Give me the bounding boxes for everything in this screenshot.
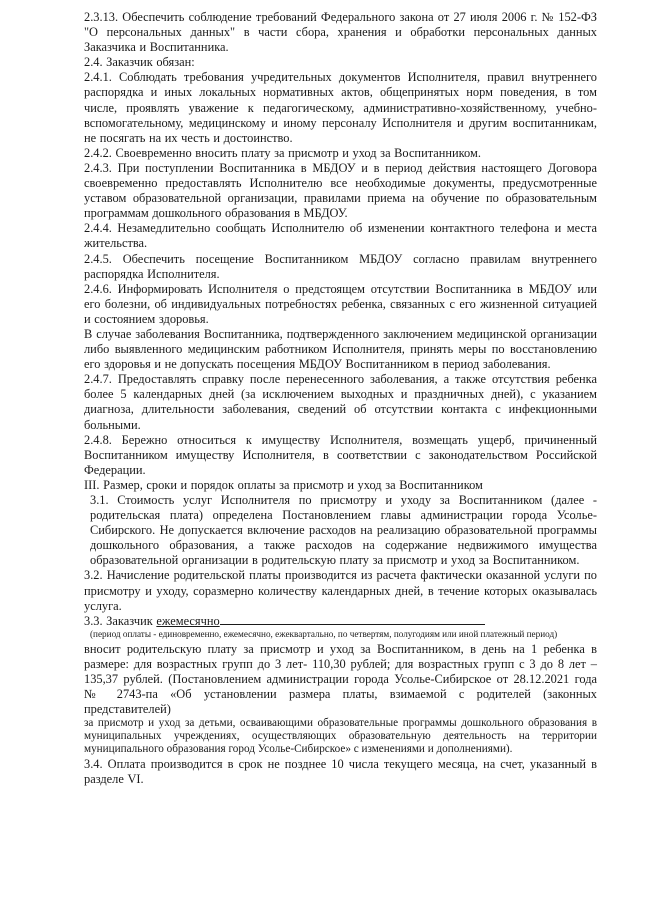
clause-2-3-13: 2.3.13. Обеспечить соблюдение требований Федерального закона от 27 июля 2006 г. № 152-ФЗ "О персональных данных" в части сбора, хранения и обработки персональных данных Заказчика и Воспитанника. — [84, 10, 597, 55]
clause-3-4: 3.4. Оплата производится в срок не позднее 10 числа текущего месяца, на счет, указанный в разделе VI. — [84, 757, 597, 787]
clause-2-4-4: 2.4.4. Незамедлительно сообщать Исполнителю об изменении контактного телефона и места жительства. — [84, 221, 597, 251]
clause-3-3-prefix: 3.3. Заказчик — [84, 613, 157, 628]
clause-3-3-amounts: вносит родительскую плату за присмотр и уход за Воспитанником, в день на 1 ребенка в размере: для возрастных групп до 3 лет- 110,30 рублей; для возрастных групп с 3 до 8 лет – 135,37 рублей. (Постановлением администрации города Усолье-Сибирское от 28.12.2021 года № 2743-па «Об установлении размера платы, взимаемой с родителей (законных представителей) — [84, 641, 597, 717]
clause-3-3-resolution: за присмотр и уход за детьми, осваивающими образовательные программы дошкольного образования в муниципальных учреждениях, осуществляющих образовательную деятельность на территории муниципального образования город Усолье-Сибирское» с изменениями и дополнениями). — [84, 717, 597, 756]
payment-period-value: ежемесячно — [156, 613, 220, 628]
clause-3-1: 3.1. Стоимость услуг Исполнителя по присмотру и уходу за Воспитанником (далее - родительская плата) определена Постановлением главы администрации города Усолье-Сибирского. Не допускается включение расходов на реализацию образовательной программы дошкольного образования, а также расходов на содержание недвижимого имущества образовательной организации в родительскую плату за присмотр и уход за Воспитанником. — [90, 493, 597, 568]
section-3-heading: III. Размер, сроки и порядок оплаты за присмотр и уход за Воспитанником — [84, 477, 483, 492]
clause-2-4-2: 2.4.2. Своевременно вносить плату за присмотр и уход за Воспитанником. — [84, 145, 481, 160]
clause-2-4-5: 2.4.5. Обеспечить посещение Воспитанником МБДОУ согласно правилам внутреннего распорядка Исполнителя. — [84, 251, 597, 281]
clause-2-4-6-illness: В случае заболевания Воспитанника, подтвержденного заключением медицинской организации либо выявленного медицинским работником Исполнителя, принять меры по восстановлению его здоровья и не допускать посещения МБДОУ Воспитанником в период заболевания. — [84, 326, 597, 372]
section-2-4-heading: 2.4. Заказчик обязан: — [84, 55, 195, 70]
payment-period-note: (период оплаты - единовременно, ежемесячно, ежеквартально, по четвертям, полугодиям или иной платежный период) — [90, 628, 558, 639]
clause-2-4-6: 2.4.6. Информировать Исполнителя о предстоящем отсутствии Воспитанника в МБДОУ или его болезни, об индивидуальных потребностях ребенка, связанных с его жизненной ситуацией и состоянием здоровья. — [84, 281, 597, 326]
clause-2-4-8: 2.4.8. Бережно относиться к имуществу Исполнителя, возмещать ущерб, причиненный Воспитанником имуществу Исполнителя, в соответствии с законодательством Российской Федерации. — [84, 432, 597, 477]
clause-3-3 — [84, 614, 597, 629]
clause-2-4-3: 2.4.3. При поступлении Воспитанника в МБДОУ и в период действия настоящего Договора своевременно предоставлять Исполнителю все необходимые документы, предусмотренные уставом образовательной организации, правилами приема на обучение по образовательным программам дошкольного образования в МБДОУ. — [84, 160, 597, 221]
clause-3-2: 3.2. Начисление родительской платы производится из расчета фактически оказанной услуги по присмотру и уходу, соразмерно количеству календарных дней, в течение которых оказывалась услуга. — [84, 568, 597, 613]
clause-2-4-7: 2.4.7. Предоставлять справку после перенесенного заболевания, а также отсутствия ребенка более 5 календарных дней (за исключением выходных и праздничных дней), с указанием диагноза, длительности заболевания, сведений об отсутствии контакта с инфекционными больными. — [84, 372, 597, 432]
clause-2-4-1: 2.4.1. Соблюдать требования учредительных документов Исполнителя, правил внутреннего распорядка и иных локальных нормативных актов, общепринятых норм поведения, в том числе, проявлять уважение к педагогическому, административно-хозяйственному, учебно-вспомогательному, медицинскому и иному персоналу Исполнителя и другим воспитанникам, не посягать на их честь и достоинство. — [84, 70, 597, 145]
payment-period-underline — [220, 615, 485, 625]
